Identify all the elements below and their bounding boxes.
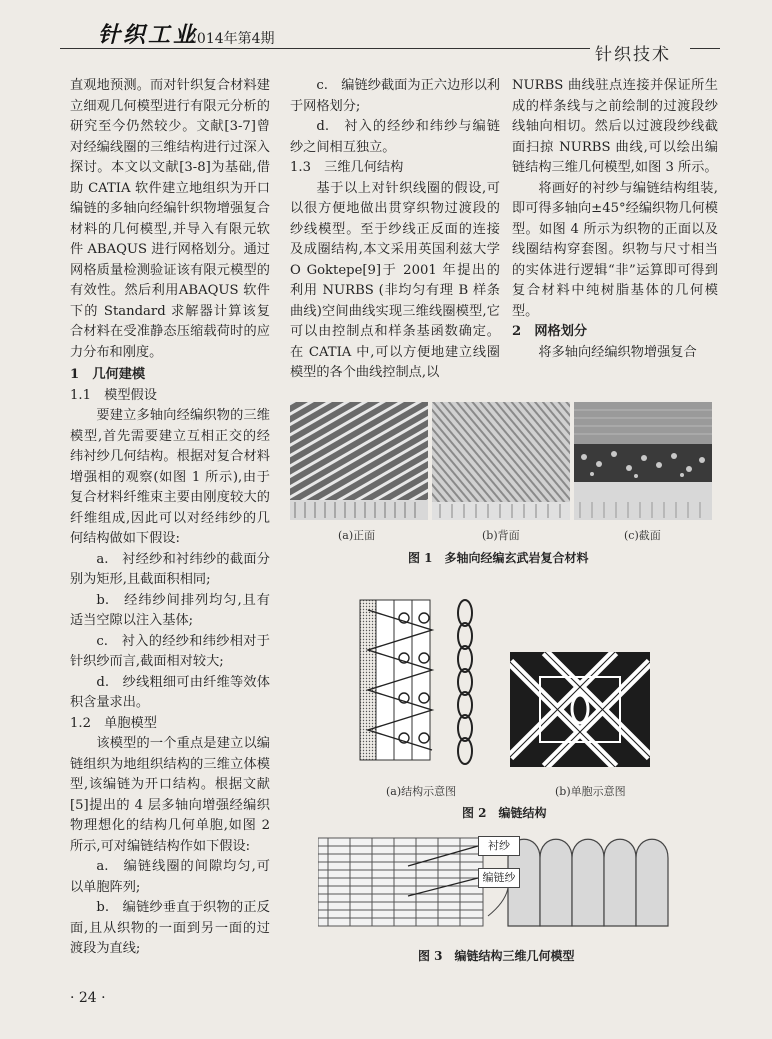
figure-1-section (574, 402, 712, 520)
issue-label: 2014年第4期 (188, 31, 275, 47)
figure-1-front (290, 402, 428, 520)
list-item: c. 编链纱截面为正六边形以利于网格划分; (290, 78, 500, 114)
figure-2a-caption: (a)结构示意图 (386, 785, 457, 798)
column-left (70, 76, 270, 960)
figure-1a-caption: (a)正面 (338, 529, 376, 542)
header-rule (60, 48, 590, 49)
paragraph: 将多轴向经编织物增强复合 (538, 344, 697, 360)
paragraph: 该模型的一个重点是建立以编链组织为地组织结构的三维立体模型,该编链为开口结构。根据文献[5]提出的 4 层多轴向增强经编织物理想化的结构几何单胞,如图 2 所示,可对编链结构作如下假设: (70, 736, 270, 854)
header-rule-end (690, 48, 720, 49)
list-item: d. 衬入的经纱和纬纱与编链纱之间相互独立。 (290, 119, 500, 155)
section-heading: 1 几何建模 (70, 367, 146, 382)
subsection-heading: 1.1 模型假设 (70, 387, 157, 403)
list-item: d. 纱线粗细可由纤维等效体积含量求出。 (70, 674, 270, 710)
figure-1-back (432, 402, 570, 520)
section-heading: 2 网格划分 (512, 324, 588, 339)
figure-2b-unit-cell (510, 652, 650, 767)
figure-2a-chain-loops (450, 598, 480, 768)
journal-logo: 针织工业 (98, 22, 199, 48)
page-number: · 24 · (70, 990, 106, 1006)
figure-1c-caption: (c)截面 (624, 529, 661, 542)
list-item: c. 衬入的经纱和纬纱相对于针织纱而言,截面相对较大; (70, 633, 270, 669)
list-item: b. 经纬纱间排列均匀,且有适当空隙以注入基体; (70, 592, 270, 628)
figure-3-caption: 图 3 编链结构三维几何模型 (418, 949, 575, 963)
paragraph: 基于以上对针织线圈的假设,可以很方便地做出贯穿织物过渡段的纱线模型。至于纱线正反面的连接及成圈结构,本文采用英国利兹大学 O Goktepe[9]于 2001 年提出的利用 NURBS (非均匀有理 B 样条曲线)空间曲线实现三维线圈模型,它可以由控制点和样条基函数确定。在 CATIA 中,可以方便地建立线圈模型的各个曲线控制点,以 (290, 180, 500, 380)
paragraph: 要建立多轴向经编织物的三维模型,首先需要建立互相正交的经纬衬纱几何结构。根据对复合材料增强相的观察(如图 1 所示),由于复合材料纤维束主要由刚度较大的纤维组成,因此可以对经纬纱的几何结构做如下假设: (70, 408, 270, 546)
list-item: a. 编链线圈的间隙均匀,可以单胞阵列; (70, 859, 270, 895)
list-item: b. 编链纱垂直于织物的正反面,且从织物的一面到另一面的过渡段为直线; (70, 900, 270, 956)
column-middle (290, 76, 500, 384)
section-label: 针织技术 (595, 45, 671, 65)
figure-2-caption: 图 2 编链结构 (462, 806, 547, 820)
figure-1b-caption: (b)背面 (482, 529, 520, 542)
figure-2a-diagram (350, 590, 450, 772)
list-item: a. 衬经纱和衬纬纱的截面分别为矩形,且截面积相同; (70, 551, 270, 587)
figure-2b-caption: (b)单胞示意图 (555, 785, 626, 798)
paragraph: 直观地预测。而对针织复合材料建立细观几何模型进行有限元分析的研究至今仍然较少。文献[3-7]曾对经编线圈的三维结构进行过深入探讨。本文以文献[3-8]为基础,借助 CATIA 软件建立地组织为开口编链的多轴向经编针织物增强复合材料的几何模型,并导入有限元软件 ABAQUS 进行网格划分。通过网格质量检测验证该有限元模型的有效性。然后利用ABAQUS 软件下的 Standard 求解器计算该复合材料在受准静态压缩载荷时的应力分布和刚度。 (70, 78, 270, 360)
paragraph: NURBS 曲线驻点连接并保证所生成的样条线与之前绘制的过渡段纱线轴向相切。然后以过渡段纱线截面扫掠 NURBS 曲线,可以绘出编链结构三维几何模型,如图 3 所示。 (512, 78, 718, 175)
label-chain-yarn: 编链纱 (478, 868, 520, 888)
subsection-heading: 1.3 三维几何结构 (290, 160, 404, 175)
label-weft-yarn: 衬纱 (478, 836, 520, 856)
column-right (512, 76, 718, 363)
figure-1-caption: 图 1 多轴向经编玄武岩复合材料 (408, 551, 589, 565)
paragraph: 将画好的衬纱与编链结构组装,即可得多轴向±45°经编织物几何模型。如图 4 所示为织物的正面以及线圈结构穿套图。织物与尺寸相当的实体进行逻辑“非”运算即可得到复合材料中纯树脂基体的几何模型。 (512, 180, 718, 319)
subsection-heading: 1.2 单胞模型 (70, 715, 157, 731)
